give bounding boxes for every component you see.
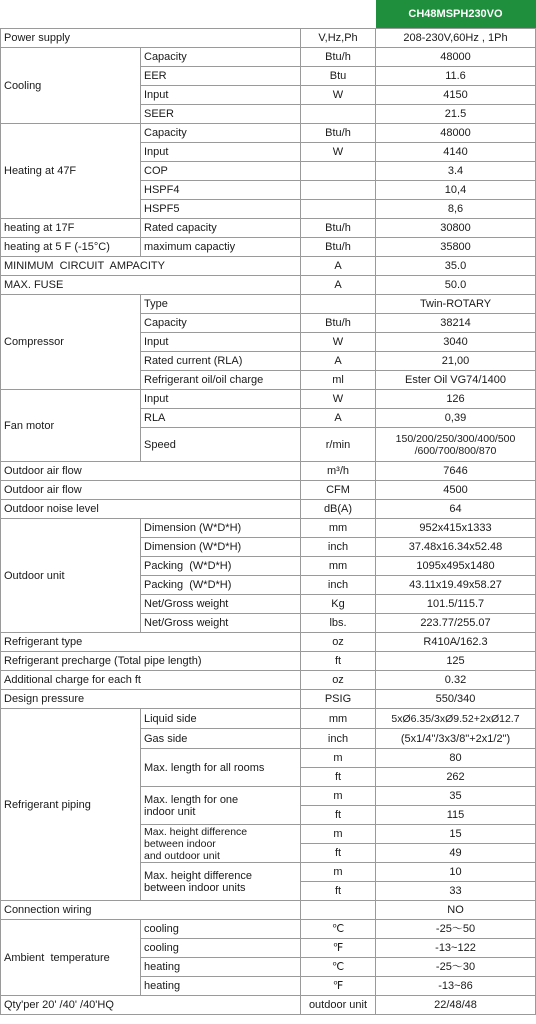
row-value: 5xØ6.35/3xØ9.52+2xØ12.7 [376, 709, 536, 729]
row-unit: Btu/h [301, 238, 376, 257]
row-unit: ℃ [301, 958, 376, 977]
row-value: 35800 [376, 238, 536, 257]
row-label: maximum capactiy [141, 238, 301, 257]
row-unit: ft [301, 806, 376, 825]
row-label [141, 825, 301, 863]
label-line: and outdoor unit [144, 849, 220, 862]
row-unit: mm [301, 709, 376, 729]
row-label: Input [141, 86, 301, 105]
row-value: 50.0 [376, 276, 536, 295]
speed-line-2: /600/700/800/870 [414, 444, 497, 457]
row-unit: oz [301, 671, 376, 690]
row-value: 33 [376, 882, 536, 901]
row-value: Twin-ROTARY [376, 295, 536, 314]
row-value: 35 [376, 787, 536, 806]
row-value [376, 428, 536, 462]
row-label: cooling [141, 920, 301, 939]
row-unit: inch [301, 729, 376, 749]
row-unit: V,Hz,Ph [301, 29, 376, 48]
group-label: Cooling [1, 48, 141, 124]
row-label: Max. length for all rooms [141, 749, 301, 787]
group-label: Outdoor unit [1, 519, 141, 633]
row-value: 4140 [376, 143, 536, 162]
row-label: RLA [141, 409, 301, 428]
row-unit: Btu/h [301, 314, 376, 333]
table-row [1, 690, 536, 709]
row-value: 223.77/255.07 [376, 614, 536, 633]
row-label: Dimension (W*D*H) [141, 519, 301, 538]
table-row [1, 996, 536, 1015]
row-unit: m [301, 787, 376, 806]
table-row [1, 633, 536, 652]
table-row [1, 709, 536, 729]
row-label: Refrigerant precharge (Total pipe length) [1, 652, 301, 671]
label-line: indoor unit [144, 805, 196, 818]
row-value: 4150 [376, 86, 536, 105]
row-label: HSPF5 [141, 200, 301, 219]
row-label: Input [141, 143, 301, 162]
row-unit: oz [301, 633, 376, 652]
row-unit: m [301, 863, 376, 882]
row-label: Additional charge for each ft [1, 671, 301, 690]
row-value: 4500 [376, 481, 536, 500]
model-name: CH48MSPH230VO [376, 0, 536, 29]
row-value: 10 [376, 863, 536, 882]
row-value: 64 [376, 500, 536, 519]
label-line: Max. height difference [144, 869, 253, 882]
row-label: COP [141, 162, 301, 181]
row-value: 35.0 [376, 257, 536, 276]
row-value: 0.32 [376, 671, 536, 690]
row-unit: W [301, 333, 376, 352]
row-unit [301, 162, 376, 181]
table-row [1, 462, 536, 481]
row-label: Outdoor noise level [1, 500, 301, 519]
row-value: 80 [376, 749, 536, 768]
label-line: between indoor [144, 837, 216, 850]
row-unit: A [301, 276, 376, 295]
table-row [1, 219, 536, 238]
row-unit: inch [301, 576, 376, 595]
row-label: Capacity [141, 314, 301, 333]
row-unit: dB(A) [301, 500, 376, 519]
row-label: Net/Gross weight [141, 595, 301, 614]
table-row [1, 390, 536, 409]
row-label: Packing (W*D*H) [141, 576, 301, 595]
row-label: heating [141, 977, 301, 996]
table-row [1, 652, 536, 671]
table-row [1, 48, 536, 67]
row-value: -25～30 [376, 958, 536, 977]
table-row [1, 257, 536, 276]
row-label: HSPF4 [141, 181, 301, 200]
row-label: Input [141, 333, 301, 352]
table-row [1, 500, 536, 519]
row-label: Power supply [1, 29, 301, 48]
row-unit: inch [301, 538, 376, 557]
row-value: 11.6 [376, 67, 536, 86]
row-unit: CFM [301, 481, 376, 500]
group-label: heating at 5 F (-15°C) [1, 238, 141, 257]
row-label: Design pressure [1, 690, 301, 709]
row-value: 262 [376, 768, 536, 787]
row-label: Speed [141, 428, 301, 462]
row-value: 43.11x19.49x58.27 [376, 576, 536, 595]
row-unit: A [301, 352, 376, 371]
row-value: 8,6 [376, 200, 536, 219]
row-value: 10,4 [376, 181, 536, 200]
row-unit: lbs. [301, 614, 376, 633]
row-value: 126 [376, 390, 536, 409]
row-unit: ℉ [301, 939, 376, 958]
row-unit [301, 901, 376, 920]
row-unit [301, 181, 376, 200]
row-label: Outdoor air flow [1, 481, 301, 500]
group-label: heating at 17F [1, 219, 141, 238]
row-value: 3.4 [376, 162, 536, 181]
row-label: Type [141, 295, 301, 314]
row-value: 15 [376, 825, 536, 844]
row-label: Liquid side [141, 709, 301, 729]
row-label: Packing (W*D*H) [141, 557, 301, 576]
table-row [1, 238, 536, 257]
row-label: Qty'per 20' /40' /40'HQ [1, 996, 301, 1015]
row-label: Rated capacity [141, 219, 301, 238]
row-label [141, 787, 301, 825]
row-label: Dimension (W*D*H) [141, 538, 301, 557]
row-value: 115 [376, 806, 536, 825]
group-label: Compressor [1, 295, 141, 390]
row-value: 48000 [376, 124, 536, 143]
row-label: Connection wiring [1, 901, 301, 920]
row-unit: ℉ [301, 977, 376, 996]
row-label: heating [141, 958, 301, 977]
label-line: Max. height difference [144, 825, 248, 838]
row-unit: ft [301, 652, 376, 671]
row-label: Refrigerant oil/oil charge [141, 371, 301, 390]
header-blank [1, 0, 376, 29]
table-row [1, 29, 536, 48]
row-value: -13~122 [376, 939, 536, 958]
row-label: SEER [141, 105, 301, 124]
row-unit: Kg [301, 595, 376, 614]
row-unit [301, 295, 376, 314]
row-unit: mm [301, 557, 376, 576]
table-row [1, 671, 536, 690]
row-label: EER [141, 67, 301, 86]
group-label: Ambient temperature [1, 920, 141, 996]
row-value: 22/48/48 [376, 996, 536, 1015]
row-unit: ft [301, 882, 376, 901]
label-line: between indoor units [144, 881, 246, 894]
row-value: 21,00 [376, 352, 536, 371]
row-label: Rated current (RLA) [141, 352, 301, 371]
row-unit: Btu/h [301, 48, 376, 67]
row-unit: ℃ [301, 920, 376, 939]
table-row [1, 295, 536, 314]
row-value: 550/340 [376, 690, 536, 709]
row-unit [301, 105, 376, 124]
table-row [1, 276, 536, 295]
row-label: Capacity [141, 48, 301, 67]
row-label: Net/Gross weight [141, 614, 301, 633]
row-value: 952x415x1333 [376, 519, 536, 538]
row-value: 125 [376, 652, 536, 671]
row-value: -13~86 [376, 977, 536, 996]
row-unit: ml [301, 371, 376, 390]
row-value: (5x1/4"/3x3/8"+2x1/2") [376, 729, 536, 749]
row-value: -25～50 [376, 920, 536, 939]
row-unit: outdoor unit [301, 996, 376, 1015]
row-unit: Btu/h [301, 219, 376, 238]
row-value: 21.5 [376, 105, 536, 124]
row-unit: ft [301, 844, 376, 863]
table-row [1, 920, 536, 939]
row-unit: W [301, 86, 376, 105]
row-value: 101.5/115.7 [376, 595, 536, 614]
table-row [1, 901, 536, 920]
group-label: Heating at 47F [1, 124, 141, 219]
row-value: 49 [376, 844, 536, 863]
row-unit: m [301, 825, 376, 844]
row-unit: m³/h [301, 462, 376, 481]
header-row [1, 0, 536, 29]
row-unit: m [301, 749, 376, 768]
row-value: Ester Oil VG74/1400 [376, 371, 536, 390]
row-unit: A [301, 257, 376, 276]
row-unit: ft [301, 768, 376, 787]
row-label: MAX. FUSE [1, 276, 301, 295]
row-unit: Btu/h [301, 124, 376, 143]
row-unit [301, 200, 376, 219]
row-unit: W [301, 143, 376, 162]
row-label: Input [141, 390, 301, 409]
speed-line-1: 150/200/250/300/400/500 [395, 432, 516, 445]
group-label: Fan motor [1, 390, 141, 462]
row-label: Gas side [141, 729, 301, 749]
row-label: MINIMUM CIRCUIT AMPACITY [1, 257, 301, 276]
row-value: 208-230V,60Hz , 1Ph [376, 29, 536, 48]
row-unit: W [301, 390, 376, 409]
label-line: Max. length for one [144, 793, 239, 806]
row-unit: mm [301, 519, 376, 538]
table-row [1, 481, 536, 500]
row-label: Outdoor air flow [1, 462, 301, 481]
row-unit: r/min [301, 428, 376, 462]
table-row [1, 519, 536, 538]
row-value: 38214 [376, 314, 536, 333]
row-value: 1095x495x1480 [376, 557, 536, 576]
row-unit: Btu [301, 67, 376, 86]
row-value: 30800 [376, 219, 536, 238]
table-row [1, 124, 536, 143]
row-value: 7646 [376, 462, 536, 481]
row-value: 48000 [376, 48, 536, 67]
row-value: 37.48x16.34x52.48 [376, 538, 536, 557]
row-label: Capacity [141, 124, 301, 143]
row-unit: A [301, 409, 376, 428]
row-value: NO [376, 901, 536, 920]
row-value: R410A/162.3 [376, 633, 536, 652]
row-value: 3040 [376, 333, 536, 352]
row-label [141, 863, 301, 901]
row-unit: PSIG [301, 690, 376, 709]
row-label: Refrigerant type [1, 633, 301, 652]
row-value: 0,39 [376, 409, 536, 428]
group-label: Refrigerant piping [1, 709, 141, 901]
row-label: cooling [141, 939, 301, 958]
